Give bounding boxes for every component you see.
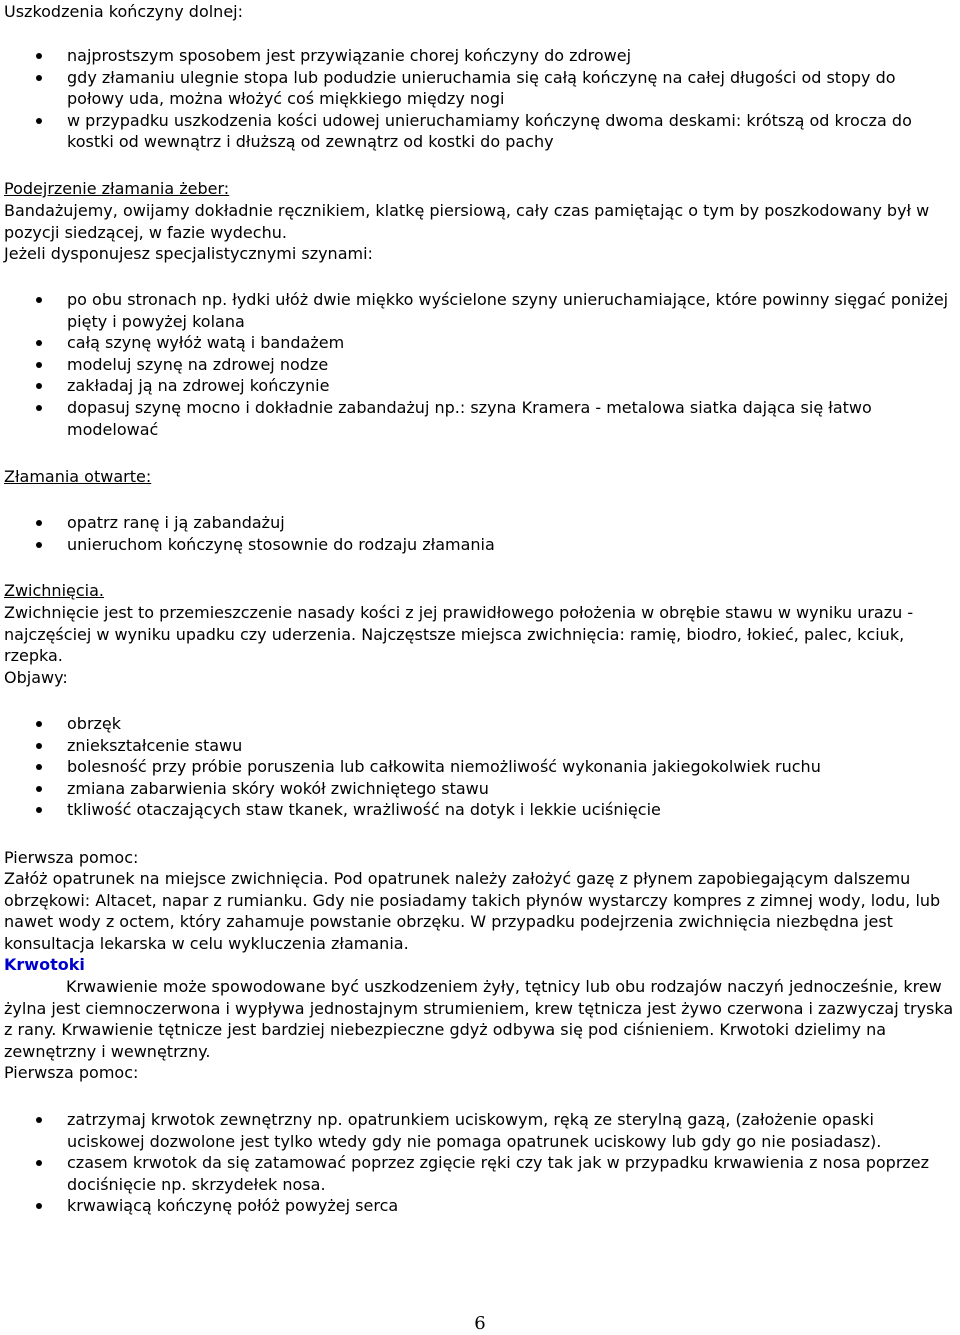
dislocations-heading	[4, 580, 956, 602]
dislocation-first-aid-paragraph: Załóż opatrunek na miejsce zwichnięcia. Pod opatrunek należy założyć gazę z płynem zapobiegającym dalszemu obrzękowi: Altacet, napar z rumianku. Gdy nie posiadamy takich płynów wystarczy kompres z zimnej wody, lodu, lub nawet wody z octem, który zahamuje powstanie obrzęku. W przypadku podejrzenia zwichnięcia niezbędna jest konsultacja lekarska w celu wykluczenia złamania.	[4, 869, 941, 953]
list-item: opatrz ranę i ją zabandażuj	[0, 512, 960, 534]
tourniquets-paragraph-text: Krwawienie może spowodowane być uszkodzeniem żyły, tętnicy lub obu rodzajów naczyń jednocześnie, krew żylna jest ciemnoczerwona i wypływa jednostajnym strumieniem, krew tętnicza jest żywo czerwona i zazwyczaj tryska z rany. Krwawienie tętnicze jest bardziej niebezpieczne gdyż odbywa się pod ciśnieniem. Krwotoki dzielimy na zewnętrzny i wewnętrzny.	[4, 977, 954, 1061]
splints-list	[0, 289, 960, 440]
list-item: bolesność przy próbie poruszenia lub całkowita niemożliwość wykonania jakiegokolwiek ruchu	[0, 756, 960, 778]
open-fractures-heading-text: Złamania otwarte:	[4, 467, 152, 486]
dislocations-paragraph: Zwichnięcie jest to przemieszczenie nasady kości z jej prawidłowego położenia w obrębie stawu w wyniku urazu - najczęściej w wyniku upadku czy uderzenia. Najczęstsze miejsca zwichnięcia: ramię, biodro, łokieć, palec, kciuk, rzepka.	[4, 603, 914, 666]
list-item: zatrzymaj krwotok zewnętrzny np. opatrunkiem uciskowym, ręką ze sterylną gazą, (założenie opaski uciskowej dozwolone jest tylko wtedy gdy nie pomaga opatrunek uciskowy lub gdy go nie posiadasz).	[0, 1109, 960, 1152]
ribs-heading-text: Podejrzenie złamania żeber:	[4, 179, 230, 198]
tourniquet-first-aid-label: Pierwsza pomoc:	[4, 1063, 139, 1082]
tourniquets-heading-text: Krwotoki	[4, 955, 85, 974]
ribs-paragraph: Bandażujemy, owijamy dokładnie ręcznikiem, klatkę piersiową, cały czas pamiętając o tym by poszkodowany był w pozycji siedzącej, w fazie wydechu.	[4, 201, 930, 242]
symptoms-label: Objawy:	[4, 668, 68, 687]
tourniquets-paragraph	[4, 976, 956, 1062]
dislocation-first-aid-label: Pierwsza pomoc:	[4, 848, 139, 867]
tourniquets-heading	[4, 954, 956, 976]
list-item: krwawiącą kończynę połóż powyżej serca	[0, 1195, 960, 1217]
list-item: zmiana zabarwienia skóry wokół zwichniętego stawu	[0, 778, 960, 800]
list-item: w przypadku uszkodzenia kości udowej unieruchamiamy kończynę dwoma deskami: krótszą od krocza do kostki od wewnątrz i dłuższą od zewnątrz od kostki do pachy	[0, 110, 960, 153]
list-item: unieruchom kończynę stosownie do rodzaju złamania	[0, 534, 960, 556]
list-item: obrzęk	[0, 713, 960, 735]
open-fractures-list	[0, 512, 960, 555]
open-fractures-heading	[4, 466, 956, 488]
list-item: całą szynę wyłóż watą i bandażem	[0, 332, 960, 354]
list-item: najprostszym sposobem jest przywiązanie chorej kończyny do zdrowej	[0, 45, 960, 67]
list-item: zakładaj ją na zdrowej kończynie	[0, 375, 960, 397]
tourniquet-first-aid-list	[0, 1109, 960, 1217]
splints-intro: Jeżeli dysponujesz specjalistycznymi szynami:	[4, 244, 373, 263]
ribs-heading	[4, 178, 956, 200]
page-number: 6	[474, 1313, 486, 1334]
list-item: modeluj szynę na zdrowej nodze	[0, 354, 960, 376]
lower-limb-heading: Uszkodzenia kończyny dolnej:	[4, 2, 243, 21]
symptoms-list	[0, 713, 960, 821]
dislocations-heading-text: Zwichnięcia.	[4, 581, 104, 600]
list-item: zniekształcenie stawu	[0, 735, 960, 757]
list-item: dopasuj szynę mocno i dokładnie zabandażuj np.: szyna Kramera - metalowa siatka dająca się łatwo modelować	[0, 397, 960, 440]
list-item: czasem krwotok da się zatamować poprzez zgięcie ręki czy tak jak w przypadku krwawienia z nosa poprzez dociśnięcie np. skrzydełek nosa.	[0, 1152, 960, 1195]
list-item: tkliwość otaczających staw tkanek, wrażliwość na dotyk i lekkie uciśnięcie	[0, 799, 960, 821]
list-item: po obu stronach np. łydki ułóż dwie miękko wyścielone szyny unieruchamiające, które powinny sięgać poniżej pięty i powyżej kolana	[0, 289, 960, 332]
lower-limb-list	[0, 45, 960, 153]
list-item: gdy złamaniu ulegnie stopa lub podudzie unieruchamia się całą kończynę na całej długości od stopy do połowy uda, można włożyć coś miękkiego między nogi	[0, 67, 960, 110]
